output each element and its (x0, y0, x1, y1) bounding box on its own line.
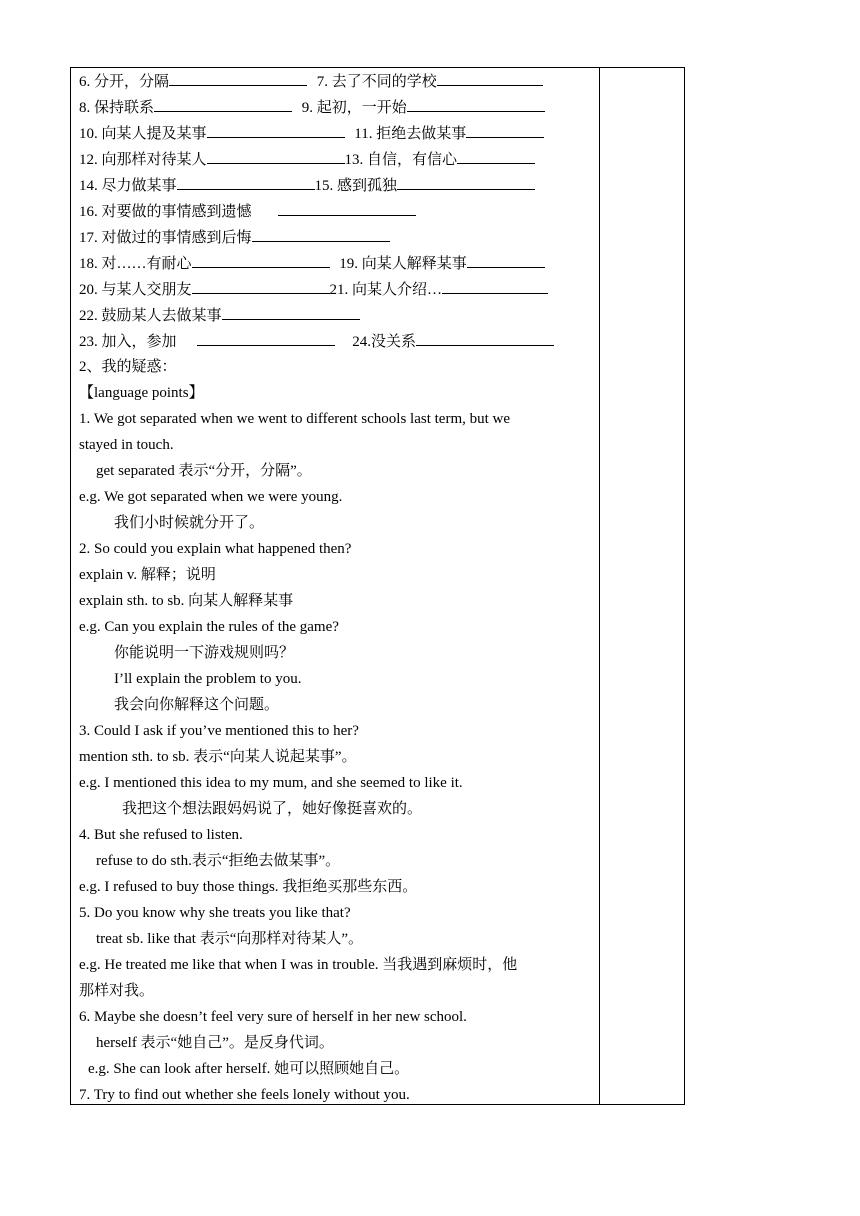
answer-blank[interactable] (177, 172, 315, 190)
point-sentence: 3. Could I ask if you’ve mentioned this to her? (79, 723, 359, 739)
vocab-row (79, 276, 593, 302)
vocab-prompt: 24.没关系 (352, 334, 417, 350)
example-sentence: e.g. She can look after herself. 她可以照顾她自己。 (88, 1061, 410, 1077)
vocab-prompt: 9. 起初，一开始 (301, 100, 407, 116)
doubts-heading: 2、我的疑惑： (79, 359, 177, 375)
point-sentence: 1. We got separated when we went to different schools last term, but we (79, 411, 511, 427)
example-sentence: e.g. He treated me like that when I was in trouble. 当我遇到麻烦时，他 (79, 957, 518, 973)
answer-blank[interactable] (252, 224, 390, 242)
answer-blank[interactable] (278, 198, 416, 216)
answer-blank[interactable] (192, 250, 330, 268)
vocab-row (79, 224, 593, 250)
example-sentence: I’ll explain the problem to you. (114, 671, 302, 687)
vocab-prompt: 12. 向那样对待某人 (79, 152, 207, 168)
column-divider (599, 68, 600, 1104)
example-translation: 你能说明一下游戏规则吗？ (114, 645, 295, 661)
vocab-row (79, 172, 593, 198)
vocab-prompt: 6. 分开，分隔 (79, 74, 170, 90)
point-explanation: get separated 表示“分开，分隔”。 (96, 463, 312, 479)
vocab-prompt: 14. 尽力做某事 (79, 178, 177, 194)
vocab-prompt: 7. 去了不同的学校 (316, 74, 437, 90)
example-sentence: e.g. Can you explain the rules of the game? (79, 619, 339, 635)
answer-blank[interactable] (442, 276, 548, 294)
example-translation: 我会向你解释这个问题。 (114, 697, 280, 713)
point-sentence: 7. Try to find out whether she feels lonely without you. (79, 1087, 410, 1103)
worksheet-table (70, 67, 685, 1105)
answer-blank[interactable] (397, 172, 535, 190)
point-explanation: explain v. 解释；说明 (79, 567, 216, 583)
vocab-prompt: 18. 对……有耐心 (79, 256, 192, 272)
point-explanation: herself 表示“她自己”。是反身代词。 (96, 1035, 334, 1051)
point-explanation: treat sb. like that 表示“向那样对待某人”。 (96, 931, 364, 947)
point-sentence: 6. Maybe she doesn’t feel very sure of herself in her new school. (79, 1009, 467, 1025)
answer-blank[interactable] (466, 120, 544, 138)
point-explanation: explain sth. to sb. 向某人解释某事 (79, 593, 294, 609)
vocab-row (79, 328, 593, 354)
vocab-row (79, 146, 593, 172)
answer-blank[interactable] (169, 68, 307, 86)
vocab-prompt: 21. 向某人介绍… (329, 282, 443, 298)
main-column (79, 68, 593, 1108)
vocab-prompt: 11. 拒绝去做某事 (354, 126, 467, 142)
example-sentence: e.g. I refused to buy those things. 我拒绝买那些东西。 (79, 879, 418, 895)
vocab-row (79, 68, 593, 94)
point-sentence: 2. So could you explain what happened then? (79, 541, 352, 557)
vocab-prompt: 16. 对要做的事情感到遗憾 (79, 204, 252, 220)
vocab-prompt: 8. 保持联系 (79, 100, 155, 116)
example-sentence: 那样对我。 (79, 983, 155, 999)
vocab-row (79, 302, 593, 328)
answer-blank[interactable] (192, 276, 330, 294)
answer-blank[interactable] (457, 146, 535, 164)
answer-blank[interactable] (437, 68, 543, 86)
answer-blank[interactable] (407, 94, 545, 112)
answer-blank[interactable] (467, 250, 545, 268)
vocab-prompt: 13. 自信，有信心 (344, 152, 458, 168)
answer-blank[interactable] (197, 328, 335, 346)
vocab-row (79, 250, 593, 276)
vocab-prompt: 22. 鼓励某人去做某事 (79, 308, 222, 324)
vocab-prompt: 20. 与某人交朋友 (79, 282, 192, 298)
point-sentence: 5. Do you know why she treats you like that? (79, 905, 351, 921)
point-explanation: mention sth. to sb. 表示“向某人说起某事”。 (79, 749, 357, 765)
point-sentence: stayed in touch. (79, 437, 174, 453)
vocab-prompt: 10. 向某人提及某事 (79, 126, 207, 142)
example-sentence: e.g. I mentioned this idea to my mum, and she seemed to like it. (79, 775, 463, 791)
answer-blank[interactable] (207, 120, 345, 138)
answer-blank[interactable] (154, 94, 292, 112)
answer-blank[interactable] (416, 328, 554, 346)
vocab-row (79, 120, 593, 146)
vocab-row (79, 94, 593, 120)
example-sentence: e.g. We got separated when we were young. (79, 489, 343, 505)
example-translation: 我们小时候就分开了。 (114, 515, 265, 531)
vocab-row (79, 198, 593, 224)
language-points-heading: 【language points】 (79, 385, 204, 401)
vocab-prompt: 23. 加入，参加 (79, 334, 177, 350)
point-explanation: refuse to do sth.表示“拒绝去做某事”。 (96, 853, 341, 869)
point-sentence: 4. But she refused to listen. (79, 827, 243, 843)
example-translation: 我把这个想法跟妈妈说了，她好像挺喜欢的。 (122, 801, 423, 817)
vocab-prompt: 17. 对做过的事情感到后悔 (79, 230, 252, 246)
vocab-prompt: 15. 感到孤独 (314, 178, 398, 194)
answer-blank[interactable] (207, 146, 345, 164)
answer-blank[interactable] (222, 302, 360, 320)
vocab-prompt: 19. 向某人解释某事 (339, 256, 467, 272)
